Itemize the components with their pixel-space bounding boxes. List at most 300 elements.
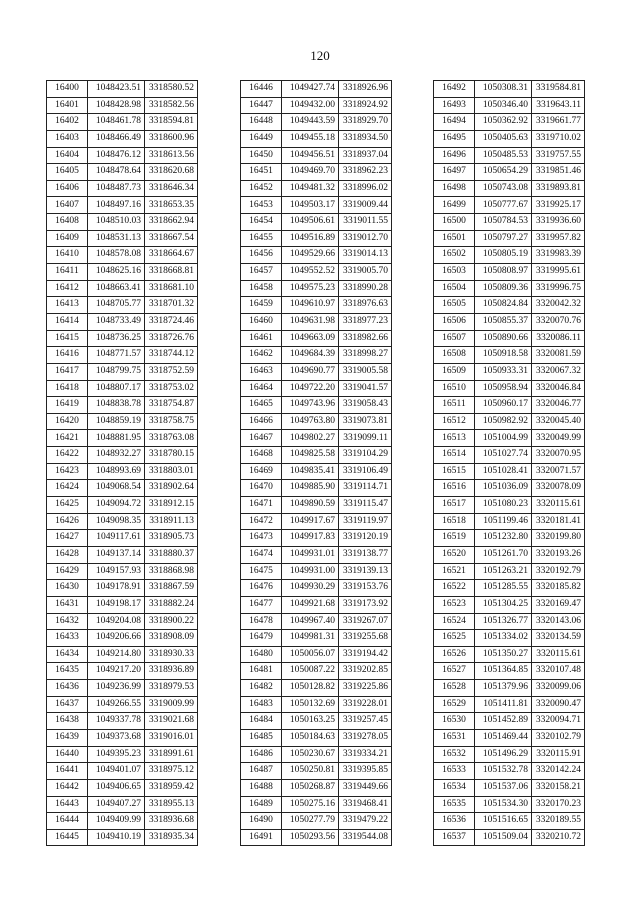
x-coordinate-cell: 1051469.44 bbox=[475, 729, 532, 746]
point-number-cell: 16452 bbox=[241, 180, 282, 197]
y-coordinate-cell: 3320143.06 bbox=[532, 613, 585, 630]
table-row bbox=[47, 680, 198, 697]
y-coordinate-cell: 3319009.44 bbox=[339, 197, 392, 214]
y-coordinate-cell: 3318724.46 bbox=[145, 313, 198, 330]
table-row bbox=[434, 264, 585, 281]
table-row bbox=[434, 530, 585, 547]
table-row bbox=[434, 613, 585, 630]
table-row bbox=[434, 663, 585, 680]
x-coordinate-cell: 1050056.07 bbox=[282, 646, 339, 663]
point-number-cell: 16503 bbox=[434, 264, 475, 281]
table-row bbox=[47, 713, 198, 730]
point-number-cell: 16537 bbox=[434, 829, 475, 846]
x-coordinate-cell: 1051334.02 bbox=[475, 630, 532, 647]
y-coordinate-cell: 3319255.68 bbox=[339, 630, 392, 647]
y-coordinate-cell: 3318763.08 bbox=[145, 430, 198, 447]
x-coordinate-cell: 1049516.89 bbox=[282, 230, 339, 247]
table-row bbox=[47, 197, 198, 214]
point-number-cell: 16475 bbox=[241, 563, 282, 580]
x-coordinate-cell: 1050250.81 bbox=[282, 763, 339, 780]
point-number-cell: 16508 bbox=[434, 347, 475, 364]
table-row bbox=[47, 247, 198, 264]
y-coordinate-cell: 3320185.82 bbox=[532, 580, 585, 597]
table-row bbox=[47, 546, 198, 563]
x-coordinate-cell: 1051036.09 bbox=[475, 480, 532, 497]
y-coordinate-cell: 3318594.81 bbox=[145, 114, 198, 131]
y-coordinate-cell: 3320081.59 bbox=[532, 347, 585, 364]
table-row bbox=[241, 164, 392, 181]
x-coordinate-cell: 1051004.99 bbox=[475, 430, 532, 447]
y-coordinate-cell: 3320090.47 bbox=[532, 696, 585, 713]
point-number-cell: 16412 bbox=[47, 280, 88, 297]
point-number-cell: 16435 bbox=[47, 663, 88, 680]
y-coordinate-cell: 3320046.84 bbox=[532, 380, 585, 397]
table-row bbox=[241, 796, 392, 813]
point-number-cell: 16486 bbox=[241, 746, 282, 763]
table-row bbox=[47, 81, 198, 98]
point-number-cell: 16499 bbox=[434, 197, 475, 214]
x-coordinate-cell: 1050128.82 bbox=[282, 680, 339, 697]
point-number-cell: 16534 bbox=[434, 779, 475, 796]
x-coordinate-cell: 1051516.65 bbox=[475, 813, 532, 830]
table-row bbox=[241, 546, 392, 563]
x-coordinate-cell: 1049117.61 bbox=[88, 530, 145, 547]
x-coordinate-cell: 1049469.70 bbox=[282, 164, 339, 181]
table-row bbox=[241, 197, 392, 214]
y-coordinate-cell: 3318936.89 bbox=[145, 663, 198, 680]
table-row bbox=[47, 563, 198, 580]
point-number-cell: 16526 bbox=[434, 646, 475, 663]
x-coordinate-cell: 1048578.08 bbox=[88, 247, 145, 264]
x-coordinate-cell: 1049236.99 bbox=[88, 680, 145, 697]
point-number-cell: 16428 bbox=[47, 546, 88, 563]
table-row bbox=[434, 197, 585, 214]
table-row bbox=[47, 763, 198, 780]
point-number-cell: 16463 bbox=[241, 363, 282, 380]
point-number-cell: 16493 bbox=[434, 97, 475, 114]
table-row bbox=[241, 413, 392, 430]
y-coordinate-cell: 3319710.02 bbox=[532, 130, 585, 147]
y-coordinate-cell: 3318929.70 bbox=[339, 114, 392, 131]
y-coordinate-cell: 3319851.46 bbox=[532, 164, 585, 181]
y-coordinate-cell: 3319449.66 bbox=[339, 779, 392, 796]
table-row bbox=[241, 97, 392, 114]
y-coordinate-cell: 3318868.98 bbox=[145, 563, 198, 580]
table-row bbox=[434, 497, 585, 514]
table-row bbox=[434, 813, 585, 830]
y-coordinate-cell: 3318977.23 bbox=[339, 313, 392, 330]
y-coordinate-cell: 3320210.72 bbox=[532, 829, 585, 846]
point-number-cell: 16527 bbox=[434, 663, 475, 680]
point-number-cell: 16490 bbox=[241, 813, 282, 830]
point-number-cell: 16451 bbox=[241, 164, 282, 181]
y-coordinate-cell: 3319643.11 bbox=[532, 97, 585, 114]
y-coordinate-cell: 3319041.57 bbox=[339, 380, 392, 397]
x-coordinate-cell: 1049967.40 bbox=[282, 613, 339, 630]
point-number-cell: 16453 bbox=[241, 197, 282, 214]
y-coordinate-cell: 3318867.59 bbox=[145, 580, 198, 597]
x-coordinate-cell: 1050805.19 bbox=[475, 247, 532, 264]
table-row bbox=[47, 147, 198, 164]
y-coordinate-cell: 3319139.13 bbox=[339, 563, 392, 580]
y-coordinate-cell: 3319119.97 bbox=[339, 513, 392, 530]
table-row bbox=[434, 97, 585, 114]
x-coordinate-cell: 1048487.73 bbox=[88, 180, 145, 197]
y-coordinate-cell: 3319983.39 bbox=[532, 247, 585, 264]
point-number-cell: 16431 bbox=[47, 596, 88, 613]
x-coordinate-cell: 1048428.98 bbox=[88, 97, 145, 114]
y-coordinate-cell: 3320042.32 bbox=[532, 297, 585, 314]
point-number-cell: 16507 bbox=[434, 330, 475, 347]
table-row bbox=[241, 613, 392, 630]
x-coordinate-cell: 1048466.49 bbox=[88, 130, 145, 147]
x-coordinate-cell: 1050982.92 bbox=[475, 413, 532, 430]
point-number-cell: 16515 bbox=[434, 463, 475, 480]
point-number-cell: 16456 bbox=[241, 247, 282, 264]
point-number-cell: 16501 bbox=[434, 230, 475, 247]
point-number-cell: 16480 bbox=[241, 646, 282, 663]
x-coordinate-cell: 1049921.68 bbox=[282, 596, 339, 613]
point-number-cell: 16516 bbox=[434, 480, 475, 497]
x-coordinate-cell: 1049825.58 bbox=[282, 447, 339, 464]
table-row bbox=[434, 164, 585, 181]
x-coordinate-cell: 1051326.77 bbox=[475, 613, 532, 630]
x-coordinate-cell: 1048531.13 bbox=[88, 230, 145, 247]
point-number-cell: 16505 bbox=[434, 297, 475, 314]
y-coordinate-cell: 3319395.85 bbox=[339, 763, 392, 780]
table-row bbox=[241, 347, 392, 364]
point-number-cell: 16489 bbox=[241, 796, 282, 813]
table-row bbox=[47, 596, 198, 613]
y-coordinate-cell: 3318600.96 bbox=[145, 130, 198, 147]
x-coordinate-cell: 1050275.16 bbox=[282, 796, 339, 813]
x-coordinate-cell: 1048859.19 bbox=[88, 413, 145, 430]
x-coordinate-cell: 1050087.22 bbox=[282, 663, 339, 680]
x-coordinate-cell: 1051534.30 bbox=[475, 796, 532, 813]
point-number-cell: 16500 bbox=[434, 214, 475, 231]
table-row bbox=[47, 480, 198, 497]
x-coordinate-cell: 1049204.08 bbox=[88, 613, 145, 630]
coordinate-table-middle bbox=[240, 80, 392, 846]
x-coordinate-cell: 1051199.46 bbox=[475, 513, 532, 530]
table-row bbox=[241, 630, 392, 647]
x-coordinate-cell: 1049094.72 bbox=[88, 497, 145, 514]
point-number-cell: 16445 bbox=[47, 829, 88, 846]
y-coordinate-cell: 3318975.12 bbox=[145, 763, 198, 780]
y-coordinate-cell: 3320102.79 bbox=[532, 729, 585, 746]
y-coordinate-cell: 3319104.29 bbox=[339, 447, 392, 464]
table-row bbox=[434, 214, 585, 231]
x-coordinate-cell: 1049684.39 bbox=[282, 347, 339, 364]
point-number-cell: 16519 bbox=[434, 530, 475, 547]
table-row bbox=[434, 130, 585, 147]
point-number-cell: 16521 bbox=[434, 563, 475, 580]
table-row bbox=[241, 696, 392, 713]
point-number-cell: 16495 bbox=[434, 130, 475, 147]
table-row bbox=[434, 779, 585, 796]
point-number-cell: 16408 bbox=[47, 214, 88, 231]
table-row bbox=[434, 729, 585, 746]
y-coordinate-cell: 3319225.86 bbox=[339, 680, 392, 697]
x-coordinate-cell: 1051537.06 bbox=[475, 779, 532, 796]
y-coordinate-cell: 3320070.95 bbox=[532, 447, 585, 464]
y-coordinate-cell: 3320071.57 bbox=[532, 463, 585, 480]
y-coordinate-cell: 3318880.37 bbox=[145, 546, 198, 563]
x-coordinate-cell: 1049743.96 bbox=[282, 397, 339, 414]
y-coordinate-cell: 3318668.81 bbox=[145, 264, 198, 281]
x-coordinate-cell: 1048625.16 bbox=[88, 264, 145, 281]
y-coordinate-cell: 3318979.53 bbox=[145, 680, 198, 697]
y-coordinate-cell: 3318982.66 bbox=[339, 330, 392, 347]
y-coordinate-cell: 3318620.68 bbox=[145, 164, 198, 181]
x-coordinate-cell: 1049631.98 bbox=[282, 313, 339, 330]
table-row bbox=[47, 530, 198, 547]
x-coordinate-cell: 1050809.36 bbox=[475, 280, 532, 297]
point-number-cell: 16482 bbox=[241, 680, 282, 697]
table-row bbox=[47, 297, 198, 314]
y-coordinate-cell: 3319479.22 bbox=[339, 813, 392, 830]
x-coordinate-cell: 1050405.63 bbox=[475, 130, 532, 147]
y-coordinate-cell: 3320189.55 bbox=[532, 813, 585, 830]
point-number-cell: 16403 bbox=[47, 130, 88, 147]
x-coordinate-cell: 1049552.52 bbox=[282, 264, 339, 281]
y-coordinate-cell: 3318937.04 bbox=[339, 147, 392, 164]
table-row bbox=[47, 114, 198, 131]
y-coordinate-cell: 3320099.06 bbox=[532, 680, 585, 697]
x-coordinate-cell: 1048736.25 bbox=[88, 330, 145, 347]
x-coordinate-cell: 1048510.03 bbox=[88, 214, 145, 231]
y-coordinate-cell: 3320086.11 bbox=[532, 330, 585, 347]
point-number-cell: 16407 bbox=[47, 197, 88, 214]
point-number-cell: 16417 bbox=[47, 363, 88, 380]
point-number-cell: 16473 bbox=[241, 530, 282, 547]
y-coordinate-cell: 3319073.81 bbox=[339, 413, 392, 430]
table-row bbox=[241, 463, 392, 480]
y-coordinate-cell: 3319334.21 bbox=[339, 746, 392, 763]
y-coordinate-cell: 3319936.60 bbox=[532, 214, 585, 231]
table-row bbox=[47, 180, 198, 197]
table-row bbox=[241, 380, 392, 397]
table-row bbox=[434, 247, 585, 264]
table-row bbox=[47, 397, 198, 414]
y-coordinate-cell: 3319257.45 bbox=[339, 713, 392, 730]
x-coordinate-cell: 1051496.29 bbox=[475, 746, 532, 763]
point-number-cell: 16511 bbox=[434, 397, 475, 414]
y-coordinate-cell: 3319021.68 bbox=[145, 713, 198, 730]
table-row bbox=[47, 330, 198, 347]
x-coordinate-cell: 1050654.29 bbox=[475, 164, 532, 181]
y-coordinate-cell: 3319757.55 bbox=[532, 147, 585, 164]
x-coordinate-cell: 1048423.51 bbox=[88, 81, 145, 98]
y-coordinate-cell: 3320170.23 bbox=[532, 796, 585, 813]
point-number-cell: 16409 bbox=[47, 230, 88, 247]
point-number-cell: 16429 bbox=[47, 563, 88, 580]
table-row bbox=[241, 563, 392, 580]
table-row bbox=[434, 363, 585, 380]
y-coordinate-cell: 3318926.96 bbox=[339, 81, 392, 98]
coordinate-table-right bbox=[433, 80, 585, 846]
table-row bbox=[47, 779, 198, 796]
x-coordinate-cell: 1049410.19 bbox=[88, 829, 145, 846]
x-coordinate-cell: 1049575.23 bbox=[282, 280, 339, 297]
table-row bbox=[241, 829, 392, 846]
point-number-cell: 16454 bbox=[241, 214, 282, 231]
table-row bbox=[47, 746, 198, 763]
y-coordinate-cell: 3320045.40 bbox=[532, 413, 585, 430]
table-row bbox=[241, 230, 392, 247]
y-coordinate-cell: 3318936.68 bbox=[145, 813, 198, 830]
point-number-cell: 16426 bbox=[47, 513, 88, 530]
table-row bbox=[241, 363, 392, 380]
point-number-cell: 16419 bbox=[47, 397, 88, 414]
point-number-cell: 16530 bbox=[434, 713, 475, 730]
point-number-cell: 16497 bbox=[434, 164, 475, 181]
y-coordinate-cell: 3318882.24 bbox=[145, 596, 198, 613]
point-number-cell: 16441 bbox=[47, 763, 88, 780]
y-coordinate-cell: 3319584.81 bbox=[532, 81, 585, 98]
y-coordinate-cell: 3319996.75 bbox=[532, 280, 585, 297]
x-coordinate-cell: 1049481.32 bbox=[282, 180, 339, 197]
x-coordinate-cell: 1050958.94 bbox=[475, 380, 532, 397]
table-row bbox=[434, 546, 585, 563]
y-coordinate-cell: 3320158.21 bbox=[532, 779, 585, 796]
table-row bbox=[434, 513, 585, 530]
y-coordinate-cell: 3319099.11 bbox=[339, 430, 392, 447]
table-row bbox=[434, 696, 585, 713]
point-number-cell: 16471 bbox=[241, 497, 282, 514]
x-coordinate-cell: 1049802.27 bbox=[282, 430, 339, 447]
x-coordinate-cell: 1050132.69 bbox=[282, 696, 339, 713]
table-row bbox=[241, 680, 392, 697]
table-row bbox=[434, 147, 585, 164]
table-row bbox=[241, 430, 392, 447]
x-coordinate-cell: 1049917.83 bbox=[282, 530, 339, 547]
table-row bbox=[47, 214, 198, 231]
y-coordinate-cell: 3319115.47 bbox=[339, 497, 392, 514]
table-row bbox=[434, 297, 585, 314]
table-row bbox=[241, 663, 392, 680]
y-coordinate-cell: 3318976.63 bbox=[339, 297, 392, 314]
table-row bbox=[47, 513, 198, 530]
y-coordinate-cell: 3319014.13 bbox=[339, 247, 392, 264]
y-coordinate-cell: 3318758.75 bbox=[145, 413, 198, 430]
point-number-cell: 16485 bbox=[241, 729, 282, 746]
x-coordinate-cell: 1050855.37 bbox=[475, 313, 532, 330]
point-number-cell: 16404 bbox=[47, 147, 88, 164]
y-coordinate-cell: 3319925.17 bbox=[532, 197, 585, 214]
table-row bbox=[241, 313, 392, 330]
x-coordinate-cell: 1051379.96 bbox=[475, 680, 532, 697]
y-coordinate-cell: 3318613.56 bbox=[145, 147, 198, 164]
point-number-cell: 16498 bbox=[434, 180, 475, 197]
x-coordinate-cell: 1049214.80 bbox=[88, 646, 145, 663]
table-row bbox=[241, 447, 392, 464]
y-coordinate-cell: 3318701.32 bbox=[145, 297, 198, 314]
y-coordinate-cell: 3318908.09 bbox=[145, 630, 198, 647]
table-row bbox=[47, 164, 198, 181]
table-row bbox=[241, 280, 392, 297]
x-coordinate-cell: 1049890.59 bbox=[282, 497, 339, 514]
table-row bbox=[47, 463, 198, 480]
table-row bbox=[47, 280, 198, 297]
x-coordinate-cell: 1049931.01 bbox=[282, 546, 339, 563]
y-coordinate-cell: 3320115.61 bbox=[532, 646, 585, 663]
table-row bbox=[434, 180, 585, 197]
table-row bbox=[434, 630, 585, 647]
point-number-cell: 16413 bbox=[47, 297, 88, 314]
table-row bbox=[434, 763, 585, 780]
x-coordinate-cell: 1049690.77 bbox=[282, 363, 339, 380]
x-coordinate-cell: 1049663.09 bbox=[282, 330, 339, 347]
x-coordinate-cell: 1048838.78 bbox=[88, 397, 145, 414]
y-coordinate-cell: 3319058.43 bbox=[339, 397, 392, 414]
x-coordinate-cell: 1050485.53 bbox=[475, 147, 532, 164]
y-coordinate-cell: 3320193.26 bbox=[532, 546, 585, 563]
table-row bbox=[241, 147, 392, 164]
point-number-cell: 16449 bbox=[241, 130, 282, 147]
point-number-cell: 16437 bbox=[47, 696, 88, 713]
point-number-cell: 16494 bbox=[434, 114, 475, 131]
table-row bbox=[434, 680, 585, 697]
table-row bbox=[241, 130, 392, 147]
y-coordinate-cell: 3318744.12 bbox=[145, 347, 198, 364]
y-coordinate-cell: 3320094.71 bbox=[532, 713, 585, 730]
y-coordinate-cell: 3320169.47 bbox=[532, 596, 585, 613]
y-coordinate-cell: 3318955.13 bbox=[145, 796, 198, 813]
x-coordinate-cell: 1049917.67 bbox=[282, 513, 339, 530]
point-number-cell: 16425 bbox=[47, 497, 88, 514]
table-row bbox=[47, 696, 198, 713]
y-coordinate-cell: 3320049.99 bbox=[532, 430, 585, 447]
point-number-cell: 16484 bbox=[241, 713, 282, 730]
point-number-cell: 16432 bbox=[47, 613, 88, 630]
table-row bbox=[241, 530, 392, 547]
table-row bbox=[241, 81, 392, 98]
point-number-cell: 16509 bbox=[434, 363, 475, 380]
x-coordinate-cell: 1048663.41 bbox=[88, 280, 145, 297]
table-row bbox=[241, 746, 392, 763]
y-coordinate-cell: 3319012.70 bbox=[339, 230, 392, 247]
x-coordinate-cell: 1050308.31 bbox=[475, 81, 532, 98]
x-coordinate-cell: 1050960.17 bbox=[475, 397, 532, 414]
point-number-cell: 16438 bbox=[47, 713, 88, 730]
table-row bbox=[434, 313, 585, 330]
table-row bbox=[241, 813, 392, 830]
y-coordinate-cell: 3318996.02 bbox=[339, 180, 392, 197]
point-number-cell: 16481 bbox=[241, 663, 282, 680]
point-number-cell: 16502 bbox=[434, 247, 475, 264]
table-row bbox=[241, 214, 392, 231]
y-coordinate-cell: 3318662.94 bbox=[145, 214, 198, 231]
table-row bbox=[241, 297, 392, 314]
point-number-cell: 16406 bbox=[47, 180, 88, 197]
point-number-cell: 16504 bbox=[434, 280, 475, 297]
table-row bbox=[241, 264, 392, 281]
x-coordinate-cell: 1050933.31 bbox=[475, 363, 532, 380]
x-coordinate-cell: 1049427.74 bbox=[282, 81, 339, 98]
y-coordinate-cell: 3318653.35 bbox=[145, 197, 198, 214]
point-number-cell: 16517 bbox=[434, 497, 475, 514]
table-row bbox=[434, 430, 585, 447]
table-row bbox=[434, 746, 585, 763]
x-coordinate-cell: 1048705.77 bbox=[88, 297, 145, 314]
point-number-cell: 16405 bbox=[47, 164, 88, 181]
y-coordinate-cell: 3318991.61 bbox=[145, 746, 198, 763]
table-row bbox=[241, 480, 392, 497]
point-number-cell: 16444 bbox=[47, 813, 88, 830]
point-number-cell: 16400 bbox=[47, 81, 88, 98]
point-number-cell: 16512 bbox=[434, 413, 475, 430]
